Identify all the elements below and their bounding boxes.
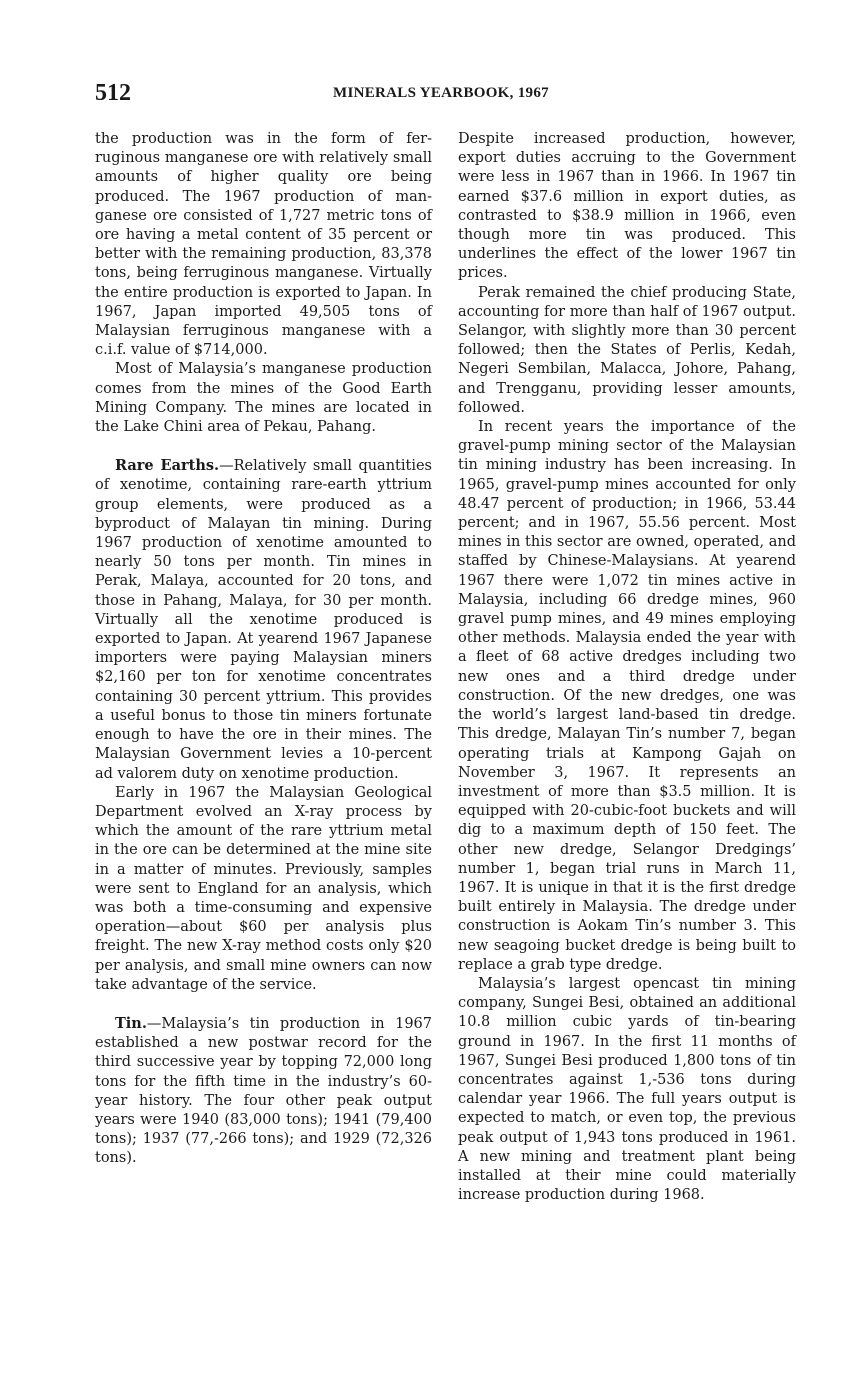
paragraph-manganese-mines: Most of Malaysia’s manganese production comes from the mines of the Good Earth Mining Company. The mines are located in the Lake Chini area of Pekau, Pahang. [95,361,432,436]
section-tin [95,1014,432,1169]
left-column [95,130,432,1169]
tin-text: —Malaysia’s tin production in 1967 established a new postwar record for the third successive year by topping 72,000 long tons for the fifth time in the industry’s 60-year history. The four other peak output years were 1940 (83,000 tons); 1941 (79,400 tons); 1937 (77,-266 tons); and 1929 (72,326 tons). [95,1015,432,1167]
paragraph-perak: Perak remained the chief producing State, accounting for more than half of 1967 output. Selangor, with slightly more than 30 percent followed; then the States of Perlis, Kedah, Negeri Sembilan, Malacca, Johore, Pahang, and Trengganu, providing lesser amounts, followed. [458,284,796,416]
rare-earths-text: —Relatively small quantities of xenotime, containing rare-earth yttrium group elements, were produced as a byproduct of Malayan tin mining. During 1967 production of xenotime amounted to nearly 50 tons per month. Tin mines in Perak, Malaya, accounted for 20 tons, and those in Pahang, Malaya, for 30 per month. Virtually all the xenotime produced is exported to Japan. At yearend 1967 Japanese importers were paying Malaysian miners $2,160 per ton for xenotime concentrates containing 30 percent yttrium. This provides a useful bonus to those tin miners fortunate enough to have the ore in their mines. The Malaysian Government levies a 10-percent ad valorem duty on xenotime production. [95,458,432,782]
paragraph-sungei-besi: Malaysia’s largest opencast tin mining company, Sungei Besi, obtained an additional 10.8 million cubic yards of tin-bearing ground in 1967. In the first 11 months of 1967, Sungei Besi produced 1,800 tons of tin concentrates against 1,-536 tons during calendar year 1966. The full years output is expected to match, or even top, the previous peak output of 1,943 tons produced in 1961. A new mining and treatment plant being installed at their mine could materially increase production during 1968. [458,975,796,1204]
running-title: MINERALS YEARBOOK, 1967 [333,85,549,101]
paragraph-manganese-continued: the production was in the form of ferruginous manganese ore with relatively small amounts of higher quality ore being produced. The 1967 production of manganese ore consisted of 1,727 metric tons of ore having a metal content of 35 percent or better with the remaining production, 83,378 tons, being ferruginous manganese. Virtually the entire production is exported to Japan. In 1967, Japan imported 49,505 tons of Malaysian ferruginous manganese with a c.i.f. value of $714,000. [95,131,432,359]
rare-earths-heading: Rare Earths. [115,457,220,475]
tin-heading: Tin. [115,1014,147,1032]
paragraph-export-duties: Despite increased production, however, export duties accruing to the Government were less in 1967 than in 1966. In 1967 tin earned $37.6 million in export duties, as contrasted to $38.9 million in 1966, even though more tin was produced. This underlines the effect of the lower 1967 tin prices. [458,131,796,282]
paragraph-gravel-pump: In recent years the importance of the gravel-pump mining sector of the Malaysian tin mining industry has been increasing. In 1965, gravel-pump mines accounted for only 48.47 percent of production; in 1966, 53.44 percent; and in 1967, 55.56 percent. Most mines in this sector are owned, operated, and staffed by Chinese-Malaysians. At yearend 1967 there were 1,072 tin mines active in Malaysia, including 66 dredge mines, 960 gravel pump mines, and 49 mines employing other methods. Malaysia ended the year with a fleet of 68 active dredges including two new ones and a third dredge under construction. Of the new dredges, one was the world’s largest land-based tin dredge. This dredge, Malayan Tin’s number 7, began operating trials at Kampong Gajah on November 3, 1967. It represents an investment of more than $3.5 million. It is equipped with 20-cubic-foot buckets and will dig to a maximum depth of 150 feet. The other new dredge, Selangor Dredgings’ number 1, began trial runs in March 11, 1967. It is unique in that it is the first dredge built entirely in Malaysia. The dredge under construction is Aokam Tin’s number 3. This new seagoing bucket dredge is being built to replace a grab type dredge. [458,419,796,973]
section-rare-earths [95,456,432,783]
page-number: 512 [95,80,131,106]
right-column [458,130,796,1205]
paragraph-xray-process: Early in 1967 the Malaysian Geological Department evolved an X-ray process by which the amount of the rare yttrium metal in the ore can be determined at the mine site in a matter of minutes. Previously, samples were sent to England for an analysis, which was both a time-consuming and expensive operation—about $60 per analysis plus freight. The new X-ray method costs only $20 per analysis, and small mine owners can now take advantage of the service. [95,784,432,993]
